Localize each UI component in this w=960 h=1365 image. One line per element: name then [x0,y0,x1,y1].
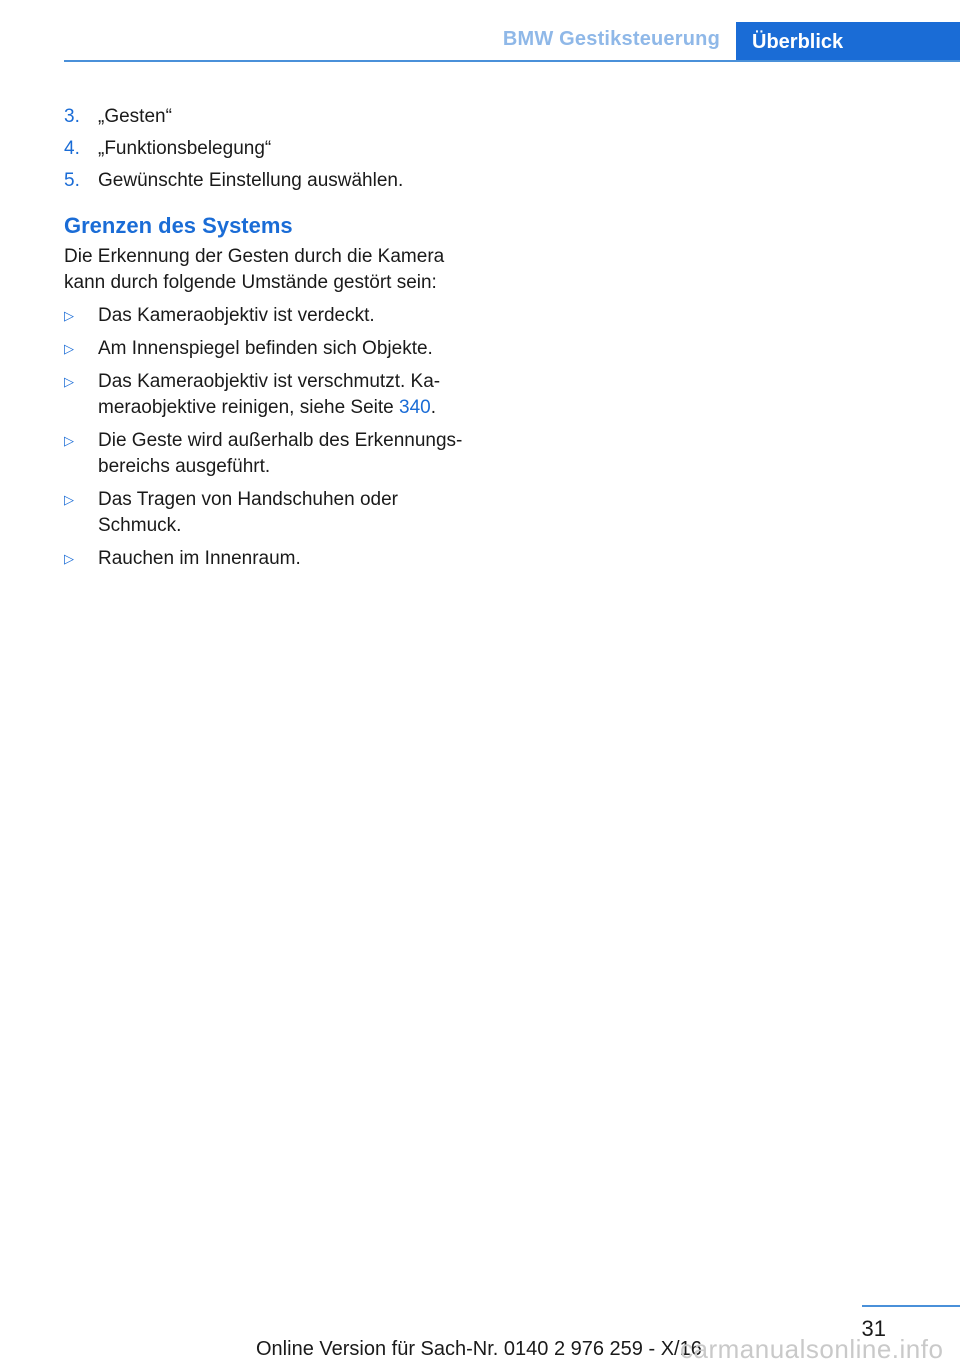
list-item [64,487,484,539]
page-reference-link[interactable]: 340 [399,397,431,418]
step-item [64,168,484,194]
watermark: carmanualsonline.info [680,1334,944,1364]
step-number: 4. [64,138,80,159]
footer-version-text: Online Version für Sach-Nr. 0140 2 976 259 - X/16 [256,1338,702,1360]
footer-rule [862,1305,960,1307]
page-reference-suffix: . [430,397,436,418]
step-text: Gewünschte Einstellung auswählen. [98,170,404,191]
page-header [0,0,960,64]
list-item [64,303,484,329]
header-rule [64,60,960,62]
list-item-text: Das Kameraobjektiv ist verdeckt. [98,305,375,326]
list-item-text-with-ref [98,369,484,421]
step-number: 3. [64,106,80,127]
triangle-bullet-icon: ▷ [64,433,74,448]
list-item [64,369,484,421]
list-item-text: Die Geste wird außerhalb des Erkennungsbereichs ausgeführt. [98,430,463,477]
header-section-title: BMW Gestiksteuerung [502,28,720,50]
list-item [64,336,484,362]
triangle-bullet-icon: ▷ [64,492,74,507]
step-item [64,104,484,130]
section-intro: Die Erkennung der Gesten durch die Kamera kann durch folgende Umstände gestört sein: [64,246,445,293]
triangle-bullet-icon: ▷ [64,341,74,356]
triangle-bullet-icon: ▷ [64,551,74,566]
step-number: 5. [64,170,80,191]
list-item-text: Am Innenspiegel befinden sich Objekte. [98,338,433,359]
section-heading: Grenzen des Systems [64,213,293,238]
list-item [64,428,484,480]
triangle-bullet-icon: ▷ [64,374,74,389]
list-item [64,546,484,572]
page-number: 31 [861,1316,886,1341]
triangle-bullet-icon: ▷ [64,308,74,323]
list-item-text: Das Kameraobjektiv ist verschmutzt. Kameraobjektive reinigen, siehe Seite [98,371,441,418]
list-item-text: Rauchen im Innenraum. [98,548,301,569]
step-text: „Gesten“ [98,106,172,127]
list-item-text: Das Tragen von Handschuhen oder Schmuck. [98,489,398,536]
page-content [64,104,484,572]
step-item [64,136,484,162]
step-text: „Funktionsbelegung“ [98,138,272,159]
header-chapter-tab: Überblick [736,22,960,62]
